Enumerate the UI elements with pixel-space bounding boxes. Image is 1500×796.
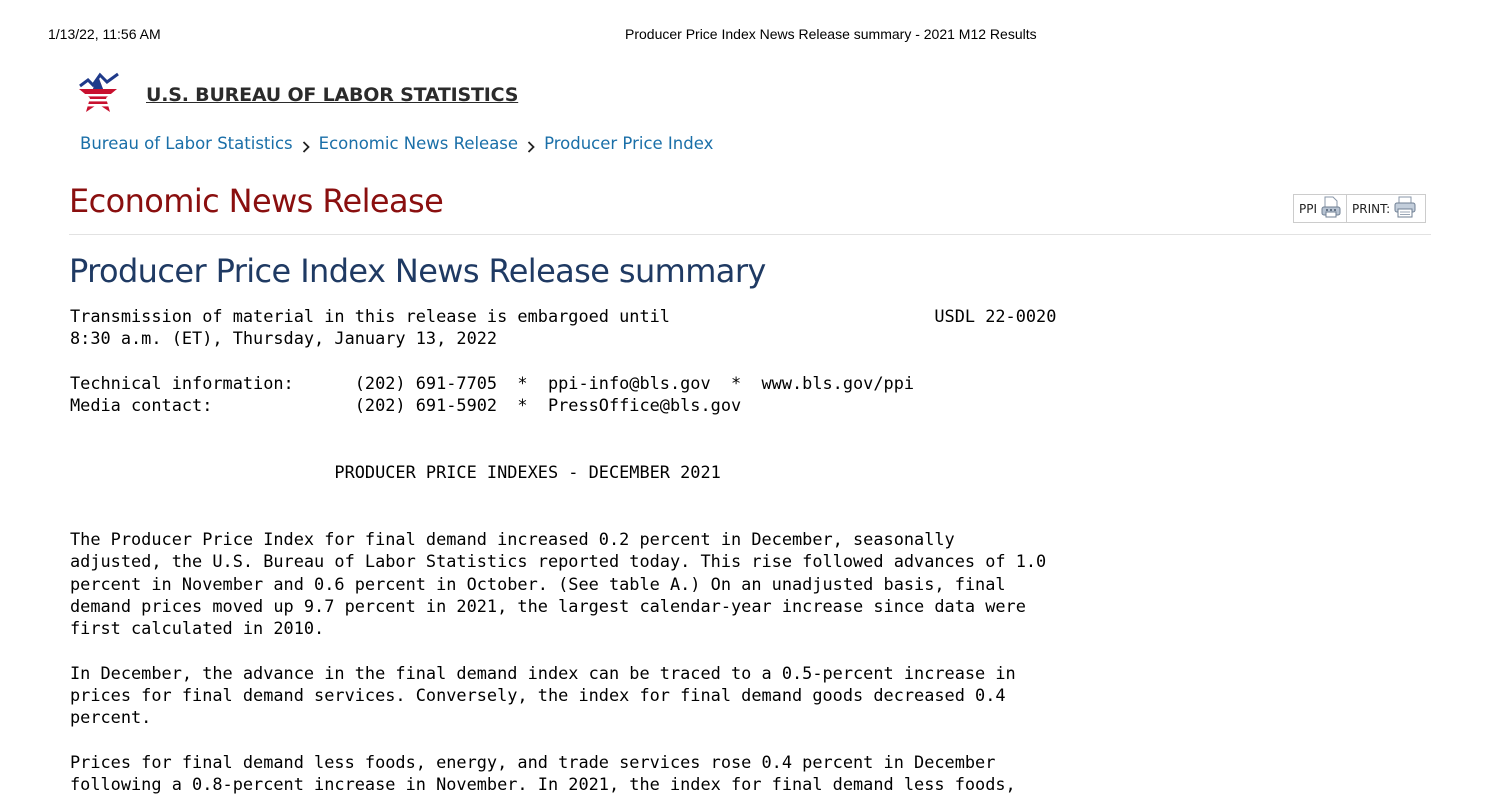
section-divider <box>69 234 1431 235</box>
print-label: PRINT: <box>1352 201 1391 216</box>
print-date: 1/13/22, 11:56 AM <box>48 26 161 42</box>
ppi-print-label: PPI <box>1299 201 1318 216</box>
bls-star-logo-icon[interactable] <box>76 72 120 118</box>
print-tools <box>1293 194 1426 223</box>
agency-name-link[interactable]: U.S. BUREAU OF LABOR STATISTICS <box>146 84 519 106</box>
breadcrumb-link-bls[interactable]: Bureau of Labor Statistics <box>80 134 293 153</box>
ppi-print-button[interactable] <box>1294 195 1346 222</box>
breadcrumb-link-economic-news-release[interactable]: Economic News Release <box>318 134 519 153</box>
print-header <box>48 26 1452 44</box>
breadcrumb-link-producer-price-index[interactable]: Producer Price Index <box>544 134 714 153</box>
site-header <box>76 70 518 120</box>
chevron-right-icon <box>302 138 310 150</box>
print-button[interactable] <box>1346 195 1421 222</box>
print-title: Producer Price Index News Release summary - 2021 M12 Results <box>625 26 1037 42</box>
printer-icon <box>1390 196 1417 221</box>
release-text: Transmission of material in this release is embargoed until USDL 22-0020 8:30 a.m. (ET), Thursday, January 13, 2022 Technical information: (202) 691-7705 * ppi-info@bls.gov * www.bls.gov/ppi Media contact: (202) 691-5902 * PressOffice@bls.gov PRODUCER PRICE INDEXES - DECEMBER 2021 The Producer Price Index for final demand increased 0.2 percent in December, seasonally adjusted, the U.S. Bureau of Labor Statistics reported today. This rise followed advances of 1.0 percent in November and 0.6 percent in October. (See table A.) On an unadjusted basis, final demand prices moved up 9.7 percent in 2021, the largest calendar-year increase since data were first calculated in 2010. In December, the advance in the final demand index can be traced to a 0.5-percent increase in prices for final demand services. Conversely, the index for final demand goods decreased 0.4 percent. Prices for final demand less foods, energy, and trade services rose 0.4 percent in December following a 0.8-percent increase in November. In 2021, the index for final demand less foods, <box>70 306 1057 795</box>
print-release-icon <box>1317 196 1342 221</box>
breadcrumb <box>80 134 713 153</box>
page-heading: Producer Price Index News Release summary <box>69 252 766 290</box>
section-title: Economic News Release <box>69 182 444 220</box>
chevron-right-icon <box>527 138 535 150</box>
